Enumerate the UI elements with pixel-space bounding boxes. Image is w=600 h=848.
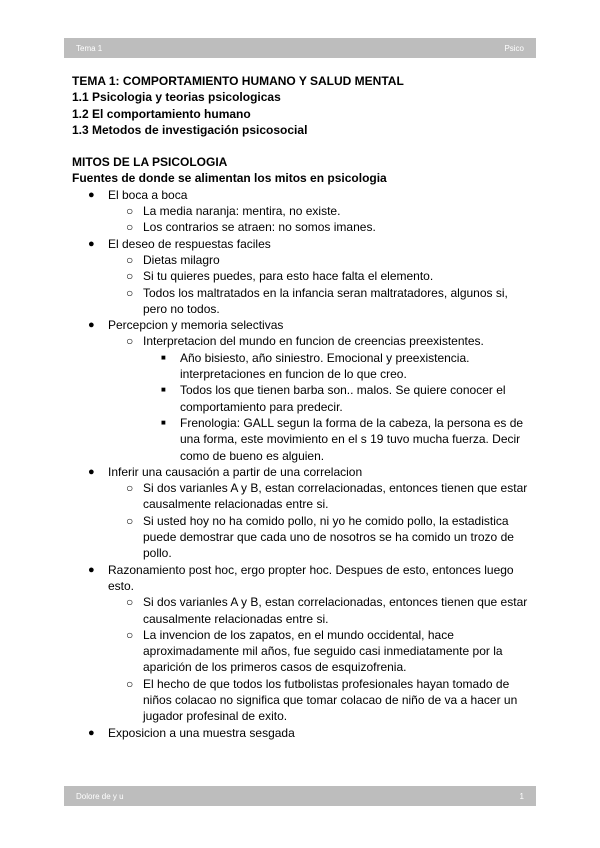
header-subject: Psico [504,43,524,53]
bullet-icon: ○ [126,204,134,219]
bullet-icon: ● [88,319,95,332]
list-item-text: El hecho de que todos los futbolistas profesionales hayan tomado de niños colacao no significa que tomar colacao de niño de va a hacer un jugador profesinal de exito. [143,676,518,724]
list-item-text: Los contrarios se atraen: no somos imanes. [143,220,376,235]
bullet-icon: ■ [161,352,166,362]
list-item-text: Exposicion a una muestra sesgada [108,725,295,740]
list-item-text: Todos los maltratados en la infancia seran maltratadores, algunos si, pero no todos. [143,285,508,316]
list-item-level-2 [72,333,532,349]
list-item-text: Percepcion y memoria selectivas [108,318,284,333]
list-item-text: Todos los que tienen barba son.. malos. Se quiere conocer el comportamiento para predecir. [180,383,506,414]
list-item-level-2 [72,285,532,318]
list-item-text: Dietas milagro [143,252,220,267]
list-item-level-3 [72,350,532,383]
list-item-text: Si usted hoy no ha comido pollo, ni yo he comido pollo, la estadistica puede demostrar que cada uno de nosotros se ha comido un trozo de pollo. [143,513,514,561]
list-item-level-1 [72,236,532,252]
page-number: 1 [519,791,524,801]
list-item-level-2 [72,676,532,725]
heading-1-1: 1.1 Psicologia y teorias psicologicas [72,90,281,105]
heading-tema: TEMA 1: COMPORTAMIENTO HUMANO Y SALUD MENTAL [72,74,404,88]
bullet-icon: ○ [126,285,134,300]
list-item-text: El deseo de respuestas faciles [108,236,271,251]
bullet-icon: ○ [126,627,134,642]
list-item-text: El boca a boca [108,187,188,202]
list-item-level-2 [72,203,532,219]
heading-1-3: 1.3 Metodos de investigación psicosocial [72,122,308,137]
list-item-level-2 [72,627,532,676]
page-header [64,38,536,58]
list-item-level-2 [72,268,532,284]
bullet-icon: ■ [161,417,166,427]
list-item-text: Si dos varianles A y B, estan correlacionadas, entonces tienen que estar causalmente relacionadas entre si. [143,595,528,626]
page-footer [64,786,536,806]
list-item-level-1 [72,187,532,203]
section-title: MITOS DE LA PSICOLOGIA [72,155,228,170]
list-item-level-2 [72,594,532,627]
list-item-level-1 [72,562,532,595]
bullet-icon: ■ [161,385,166,395]
list-item-level-2 [72,252,532,268]
list-item-text: La media naranja: mentira, no existe. [143,204,341,219]
list-item-text: La invencion de los zapatos, en el mundo occidental, hace aproximadamente mil años, fue seguido casi inmediatamente por la aparición de los primeros casos de esquizofrenia. [143,627,503,675]
list-item-level-1 [72,725,532,741]
list-item-text: Razonamiento post hoc, ergo propter hoc. Despues de esto, entonces luego esto. [108,562,514,593]
myths-list [72,187,532,741]
section-subtitle: Fuentes de donde se alimentan los mitos en psicologia [72,171,387,186]
list-item-text: Año bisiesto, año siniestro. Emocional y preexistencia. interpretaciones en funcion de lo que creo. [180,350,470,382]
bullet-icon: ● [88,465,95,478]
list-item-level-2 [72,480,532,513]
bullet-icon: ● [88,237,95,250]
list-item-text: Si dos varianles A y B, estan correlacionadas, entonces tienen que estar causalmente relacionadas entre si. [143,481,528,512]
bullet-icon: ● [88,563,95,576]
bullet-icon: ○ [126,676,134,691]
list-item-text: Interpretacion del mundo en funcion de creencias preexistentes. [143,334,484,349]
list-item-text: Inferir una causación a partir de una correlacion [108,464,363,479]
list-item-level-3 [72,382,532,415]
bullet-icon: ○ [126,334,134,349]
bullet-icon: ○ [126,220,134,235]
list-item-level-1 [72,317,532,333]
bullet-icon: ○ [126,269,134,284]
bullet-icon: ○ [126,513,134,528]
header-title: Tema 1 [76,43,103,53]
document-body [72,73,532,741]
bullet-icon: ○ [126,595,134,610]
list-item-text: Frenologia: GALL segun la forma de la cabeza, la persona es de una forma, este movimiento en el s 19 tuvo mucha fuerza. Decir como de bueno es alguien. [180,415,524,463]
list-item-level-3 [72,415,532,464]
heading-1-2: 1.2 El comportamiento humano [72,106,251,121]
list-item-level-2 [72,513,532,562]
bullet-icon: ○ [126,481,134,496]
list-item-text: Si tu quieres puedes, para esto hace falta el elemento. [143,269,434,284]
list-item-level-1 [72,464,532,480]
bullet-icon: ○ [126,252,134,267]
footer-author: Dolore de y u [76,791,124,801]
bullet-icon: ● [88,726,95,739]
list-item-level-2 [72,219,532,235]
bullet-icon: ● [88,188,95,201]
